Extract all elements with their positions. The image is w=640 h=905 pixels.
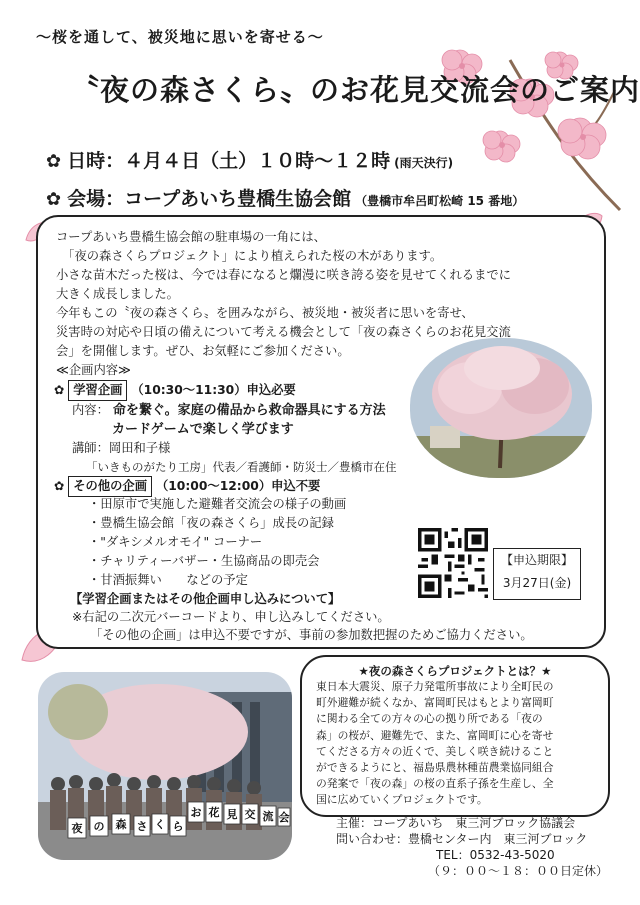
list-item: ・甘酒振舞い などの予定 (88, 573, 248, 587)
project-description (302, 679, 608, 809)
intro-line: 大きく成長しました。 (56, 287, 179, 301)
banner-char: 流 (262, 810, 274, 823)
apply-heading: 【学習企画またはその他企画申し込みについて】 (70, 592, 341, 606)
flower-icon: ✿ (54, 383, 65, 397)
content-line: カードゲームで楽しく学びます (112, 422, 294, 437)
subtitle: 〜桜を通して、被災地に思いを寄せる〜 (36, 28, 324, 46)
apply-note: 「その他の企画」は申込不要ですが、事前の参加数把握のためご協力ください。 (90, 628, 533, 642)
banner-char: ら (172, 820, 184, 833)
other-events (54, 476, 320, 497)
intro-line: 「夜の森さくらプロジェクト」により植えられた桜の木があります。 (56, 249, 443, 263)
list-item: ・田原市で実施した避難者交流会の様子の動画 (88, 497, 347, 511)
intro-line: 会」を開催します。ぜひ、お気軽にご参加ください。 (56, 344, 350, 358)
flower-icon: ✿ (46, 151, 62, 172)
other-list (88, 495, 346, 590)
venue-row (46, 184, 524, 211)
flower-icon: ✿ (54, 479, 65, 493)
business-hours: （９：００〜１８：００日定休） (428, 864, 609, 878)
date-row (46, 146, 453, 173)
footer-contact (336, 815, 608, 879)
banner-char: の (93, 820, 105, 833)
cherry-tree-photo (410, 338, 592, 478)
intro-line: 小さな苗木だった桜は、今では春になると爛漫に咲き誇る姿を見せてくれるまでに (56, 268, 511, 282)
deadline-label: 【申込期限】 (500, 553, 573, 567)
project-line: てくださる方々の近くで、美しく咲き続けること (316, 744, 554, 758)
deadline-box (493, 548, 581, 600)
group-photo (38, 672, 292, 860)
organizer: 主催：コープあいち 東三河ブロック協議会 (336, 816, 576, 830)
contact: 問い合わせ：豊橋センター内 東三河ブロック (336, 832, 588, 846)
banner-char: く (154, 818, 166, 831)
banner-char: お (190, 806, 202, 819)
date-text: 日時：４月４日（土）１０時〜１２時 (67, 150, 391, 172)
learning-time: （10:30〜11:30）申込必要 (131, 383, 296, 397)
lecturer-affiliation: 「いきものがたり工房」代表／看護師・防災士／豊橋市在住 (86, 460, 397, 474)
project-line: 森」の桜が、避難先で、また、富岡町に心を寄せ (316, 728, 554, 742)
venue-note: （豊橋市牟呂町松崎 15 番地） (355, 194, 525, 208)
phone-number: TEL：0532-43-5020 (436, 848, 555, 862)
project-line: 町外避難が続くなか、富岡町民はもとより富岡町 (316, 696, 554, 710)
banner-char: 花 (208, 806, 220, 819)
page-title: 〝夜の森さくら〟のお花見交流会のご案内 (70, 73, 640, 107)
content-label: 内容： (72, 403, 109, 417)
banner-char: 森 (115, 818, 127, 831)
learning-session (54, 380, 296, 401)
list-item: ・"ダキシメルオモイ" コーナー (88, 535, 263, 549)
content-line: 命を繋ぐ。家庭の備品から救命器具にする方法 (112, 403, 386, 418)
project-line: 東日本大震災、原子力発電所事故により全町民の (316, 680, 554, 693)
date-note: (雨天決行) (394, 156, 454, 170)
project-info-box (300, 655, 610, 817)
other-label: その他の企画 (68, 476, 152, 497)
other-time: （10:00〜12:00）申込不要 (155, 479, 321, 493)
project-line: に関わる全ての方々の心の拠り所である「夜の (316, 712, 543, 726)
banner-char: 会 (278, 811, 290, 824)
project-line: の発案で「夜の森」の桜の直系子孫を生産し、全 (316, 777, 554, 791)
project-line: 国に広めていくプロジェクトです。 (316, 793, 488, 807)
deadline-date: 3月27日(金) (502, 576, 572, 590)
intro-line: 今年もこの〝夜の森さくら〟を囲みながら、被災地・被災者に思いを寄せ、 (56, 306, 474, 320)
intro-line: コープあいち豊橋生協会館の駐車場の一角には、 (56, 230, 326, 244)
intro-line: 災害時の対応や日頃の備えについて考える機会として「夜の森さくらのお花見交流 (56, 325, 511, 339)
banner-char: 夜 (71, 822, 83, 835)
banner-char: さ (136, 820, 148, 833)
list-item: ・チャリティーバザー・生協商品の即売会 (88, 554, 320, 568)
banner-char: 見 (226, 808, 238, 821)
project-title: ★夜の森さくらプロジェクトとは？★ (358, 664, 552, 678)
banner-char: 交 (244, 808, 256, 821)
lecturer: 講師：岡田和子様 (72, 441, 171, 455)
list-item: ・豊橋生協会館「夜の森さくら」成長の記録 (88, 516, 334, 530)
apply-note: ※右記の二次元バーコードより、申し込みしてください。 (72, 610, 390, 624)
learning-content (72, 401, 386, 420)
plan-heading: ≪企画内容≫ (56, 363, 131, 377)
venue-text: 会場：コープあいち豊橋生協会館 (67, 188, 352, 210)
learning-label: 学習企画 (68, 380, 127, 401)
project-line: ができるようにと、福島県農林種苗農業協同組合 (316, 761, 554, 775)
qr-code[interactable] (418, 528, 488, 598)
flower-icon: ✿ (46, 189, 62, 210)
